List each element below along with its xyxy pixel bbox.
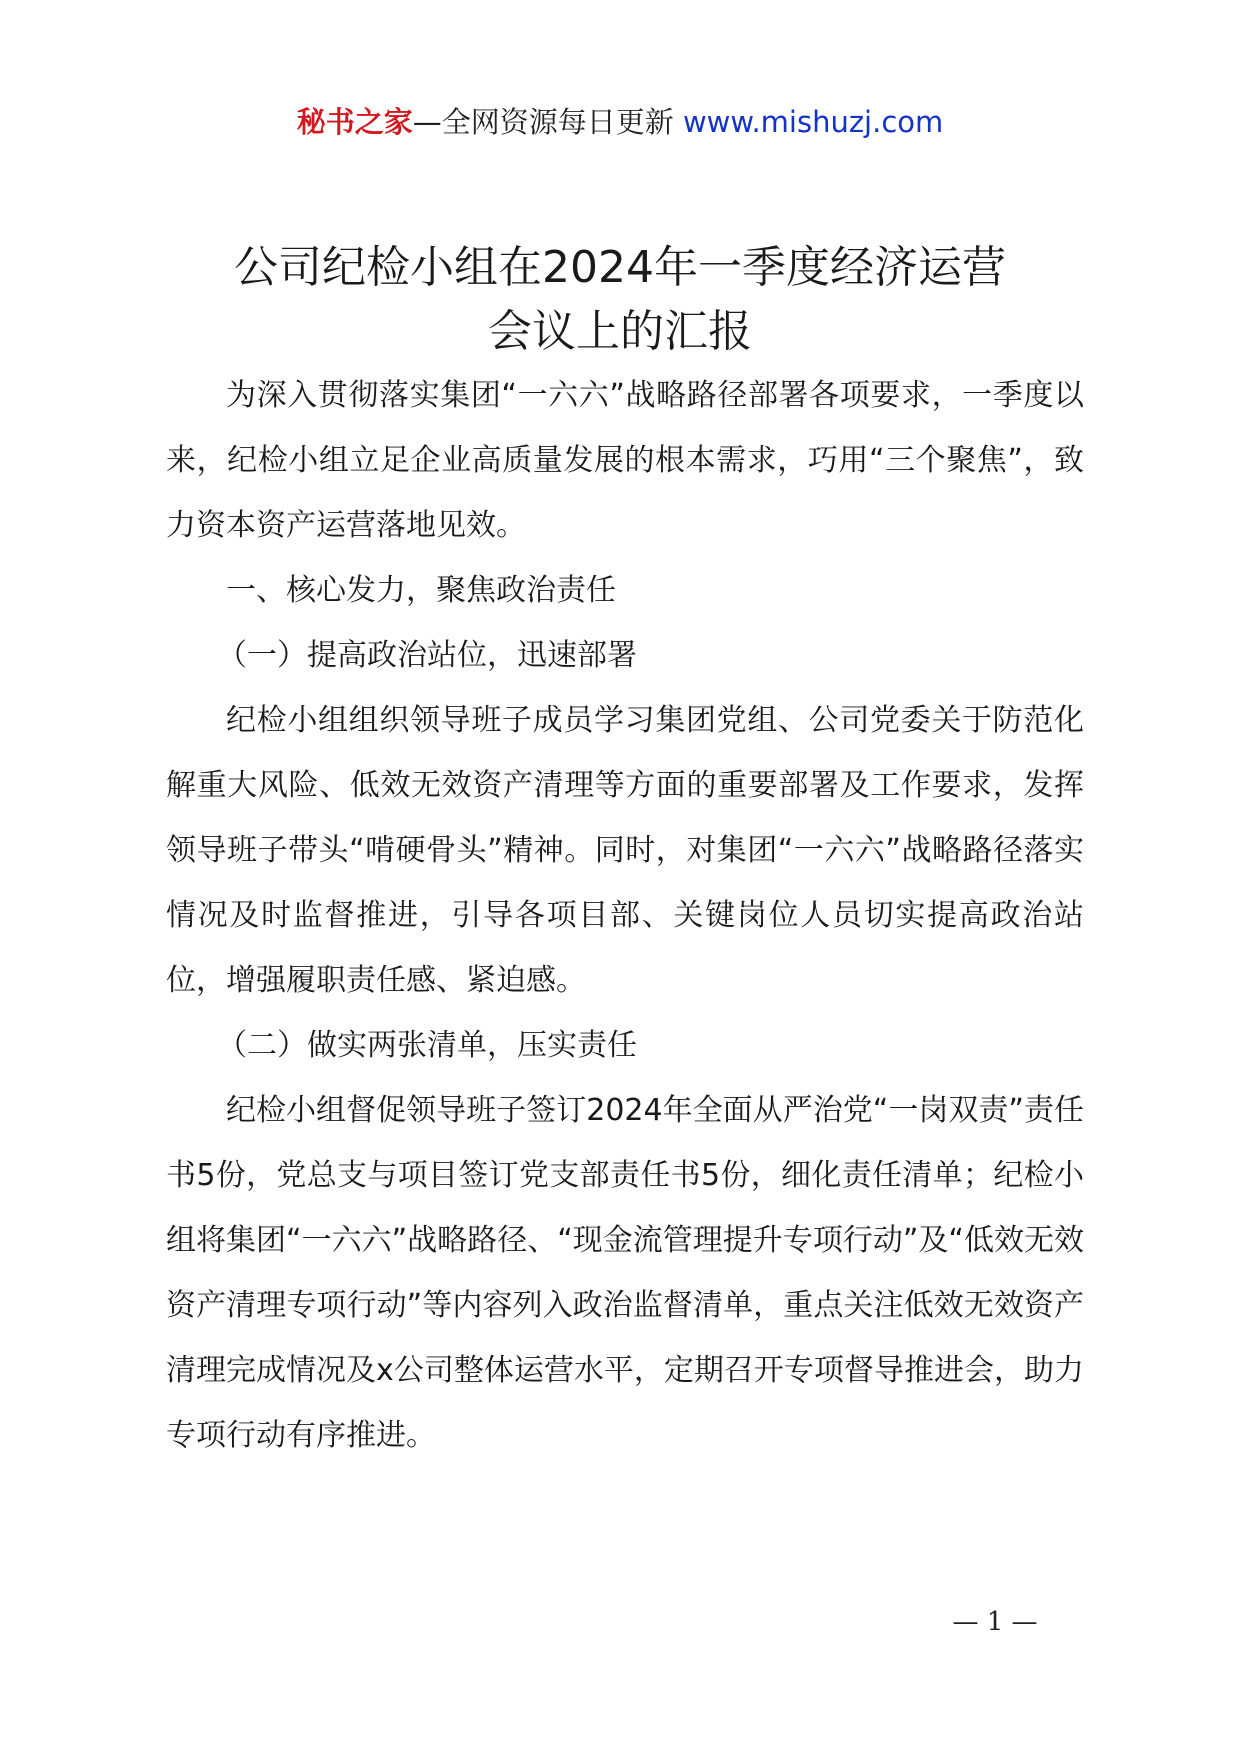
intro-paragraph: 为深入贯彻落实集团“一六六”战略路径部署各项要求，一季度以来，纪检小组立足企业高质量发展的根本需求，巧用“三个聚焦”，致力资本资产运营落地见效。 [166,378,1084,543]
document-body [166,363,1084,1468]
title-line-1: 公司纪检小组在2024年一季度经济运营 [234,242,1006,293]
document-title [0,236,1240,364]
title-line-2: 会议上的汇报 [488,306,752,357]
banner-tagline: —全网资源每日更新 [412,105,683,139]
page-number: — 1 — [952,1607,1038,1637]
subsection-1-heading: （一）提高政治站位，迅速部署 [217,638,637,673]
section-1-heading: 一、核心发力，聚焦政治责任 [226,573,616,608]
brand-name: 秘书之家 [296,105,413,139]
subsection-1-paragraph: 纪检小组组织领导班子成员学习集团党组、公司党委关于防范化解重大风险、低效无效资产清理等方面的重要部署及工作要求，发挥领导班子带头“啃硬骨头”精神。同时，对集团“一六六”战略路径落实情况及时监督推进，引导各项目部、关键岗位人员切实提高政治站位，增强履职责任感、紧迫感。 [166,703,1084,998]
subsection-2-paragraph: 纪检小组督促领导班子签订2024年全面从严治党“一岗双责”责任书5份，党总支与项目签订党支部责任书5份，细化责任清单；纪检小组将集团“一六六”战略路径、“现金流管理提升专项行动”及“低效无效资产清理专项行动”等内容列入政治监督清单，重点关注低效无效资产清理完成情况及x公司整体运营水平，定期召开专项督导推进会，助力专项行动有序推进。 [166,1093,1084,1453]
subsection-2-heading: （二）做实两张清单，压实责任 [217,1028,637,1063]
site-url-link[interactable]: www.mishuzj.com [682,105,944,139]
site-banner [0,102,1240,142]
